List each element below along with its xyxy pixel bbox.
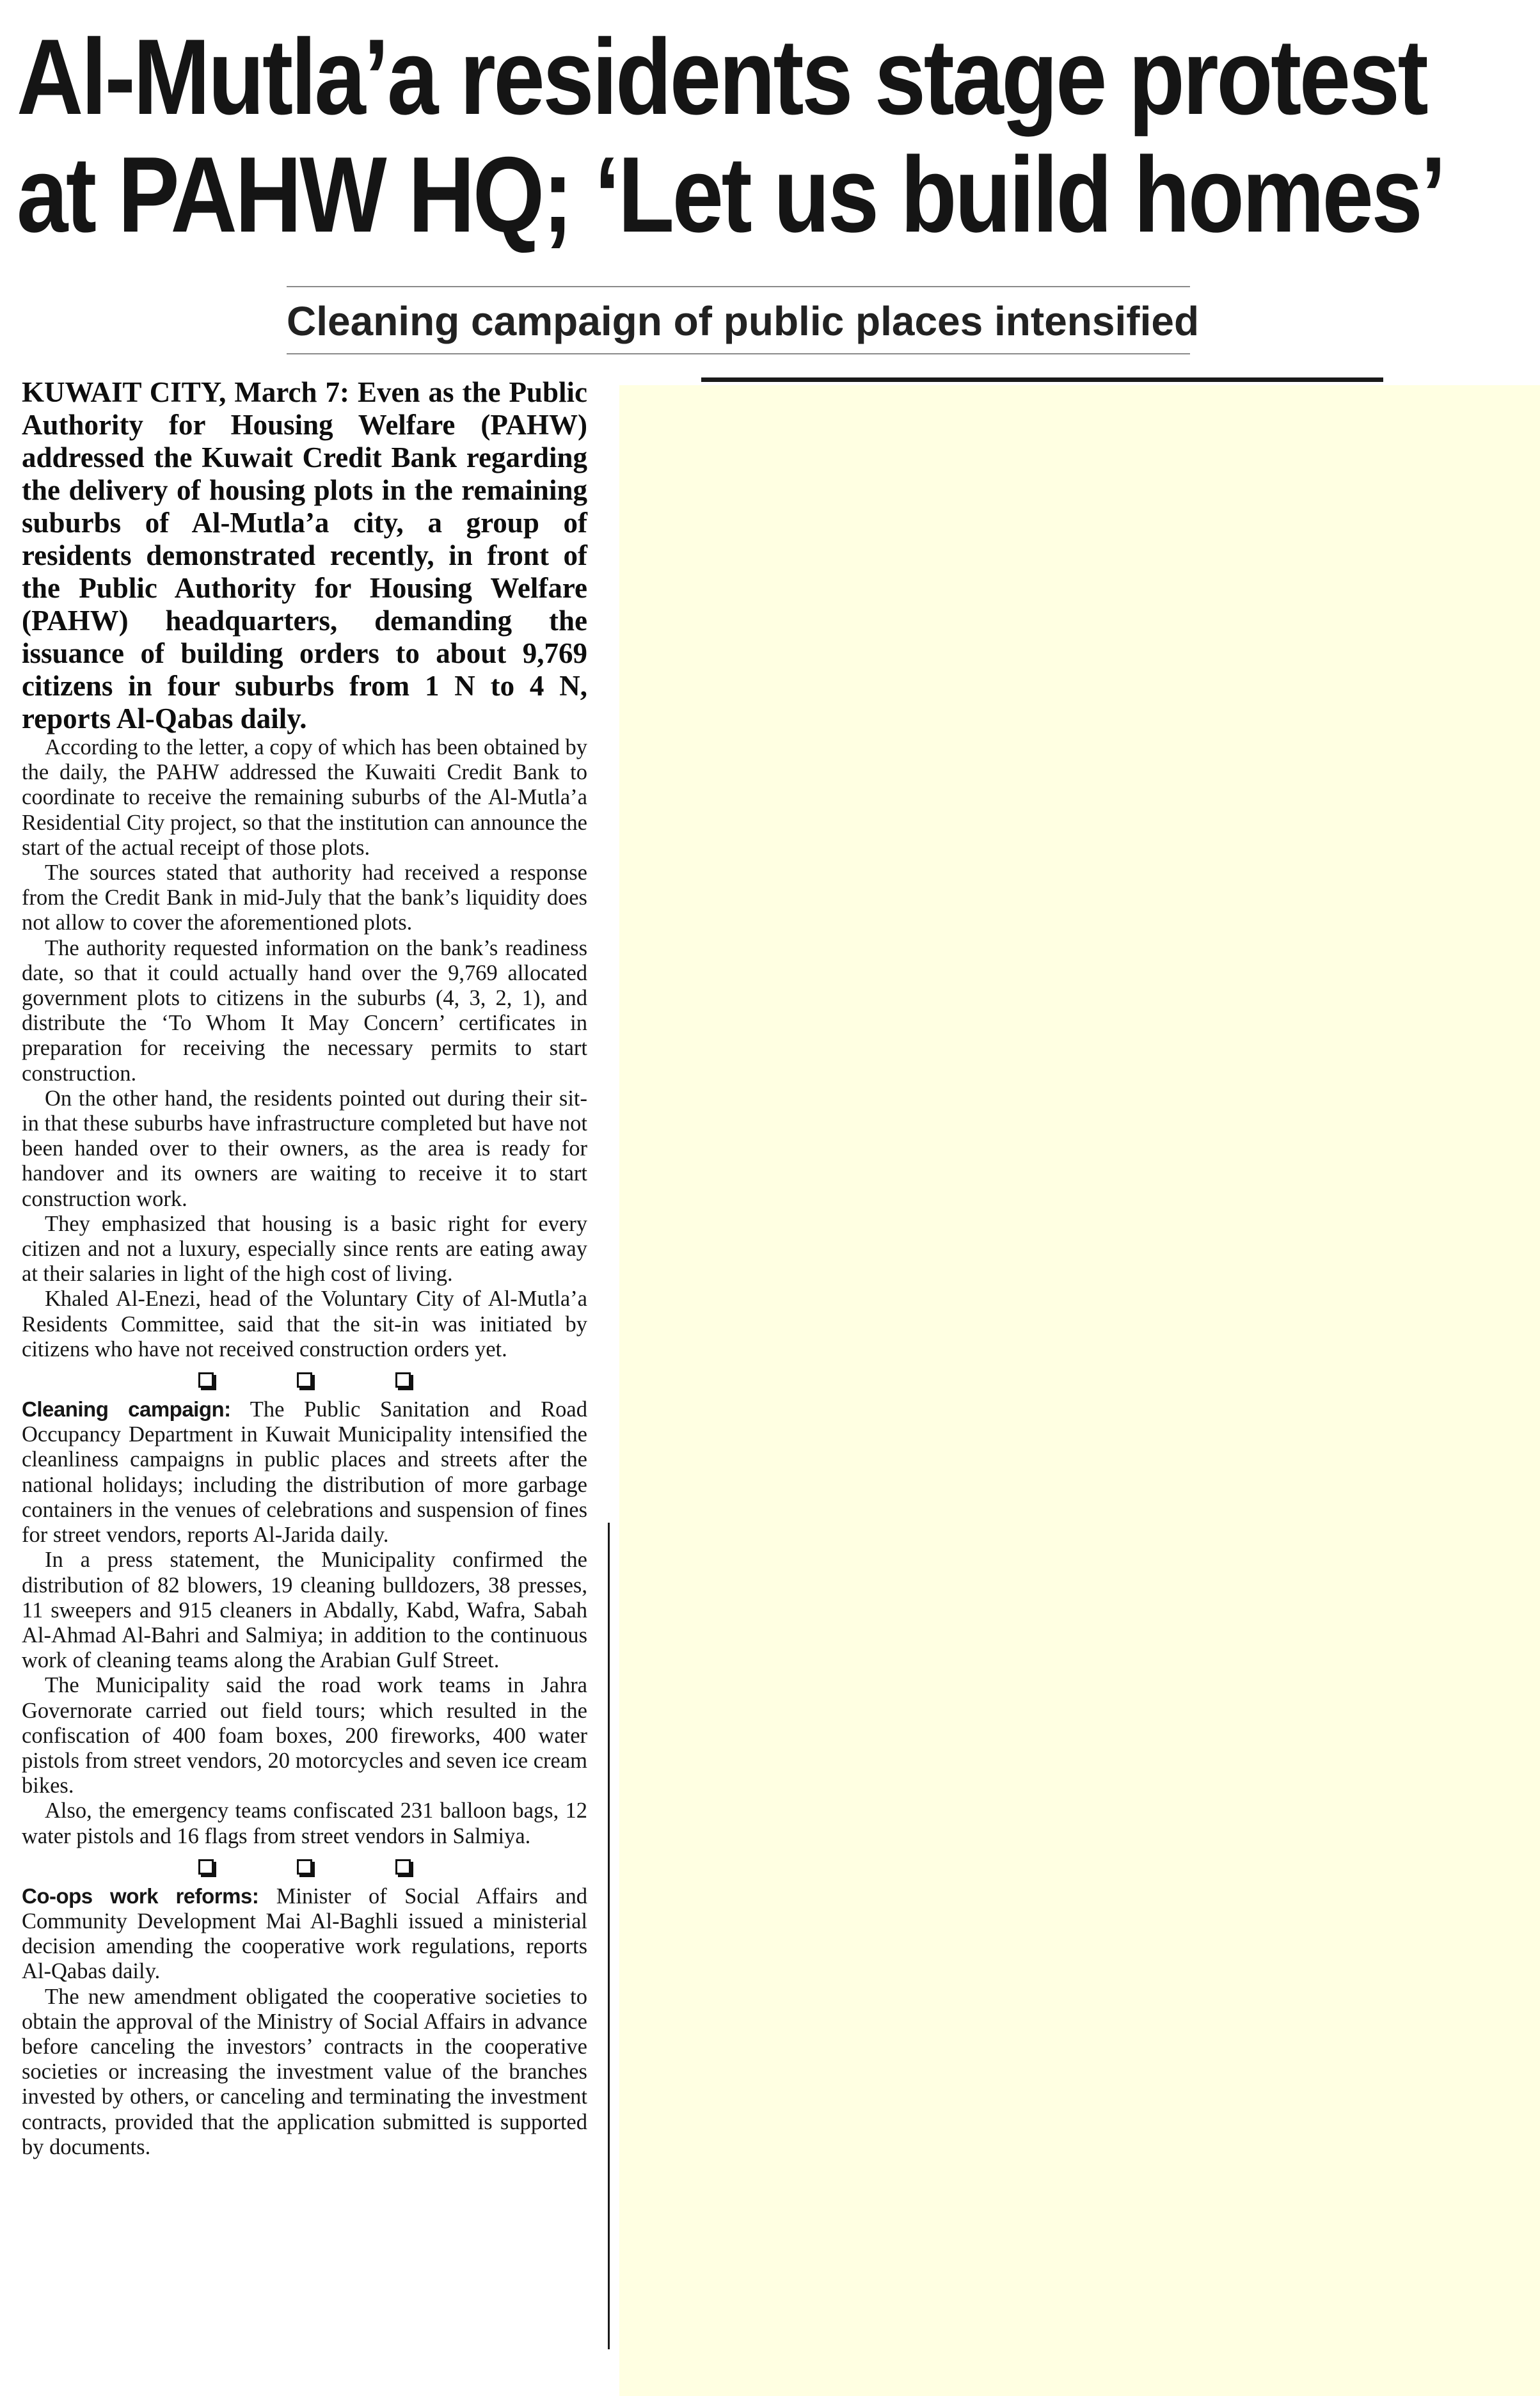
article-column [22, 376, 587, 2160]
subheadline: Cleaning campaign of public places intensified [287, 298, 1200, 344]
body-paragraph: Khaled Al-Enezi, head of the Voluntary City of Al-Mutla’a Residents Committee, said that the sit-in was initiated by citizens who have not received construction orders yet. [22, 1287, 587, 1361]
section-divider [22, 1372, 587, 1388]
cleaning-first-text: The Public Sanitation and Road Occupancy Department in Kuwait Municipality intensified the cleanliness campaigns in public places and streets after the national holidays; including the distribution of more garbage containers in the venues of celebrations and suspension of fines for street vendors, reports Al-Jarida daily. [22, 1397, 587, 1548]
subhead-rule-bottom [287, 353, 1190, 354]
subhead-rule-top [287, 286, 1190, 287]
ballot-box-icon [297, 1372, 312, 1388]
ballot-box-icon [395, 1859, 411, 1875]
advertisement-panel [619, 385, 1540, 2396]
cleaning-first-paragraph [22, 1397, 587, 1548]
coops-kicker: Co-ops work reforms: [22, 1884, 259, 1908]
ballot-box-icon [297, 1859, 312, 1875]
body-paragraph: The authority requested information on the bank’s readiness date, so that it could actually hand over the 9,769 allocated government plots to citizens in the suburbs (4, 3, 2, 1), and distribute the ‘To Whom It May Concern’ certificates in preparation for receiving the necessary permits to start construction. [22, 935, 587, 1086]
coops-first-text: Minister of Social Affairs and Community Development Mai Al-Baghli issued a ministerial decision amending the cooperative work regulations, reports Al-Qabas daily. [22, 1884, 588, 1984]
ballot-box-icon [395, 1372, 411, 1388]
body-paragraph: On the other hand, the residents pointed out during their sit-in that these suburbs have infrastructure completed but have not been handed over to their owners, as the area is ready for handover and its owners are waiting to receive it to start construction work. [22, 1086, 587, 1211]
headline-line-1: Al-Mutla’a residents stage protest [17, 17, 1427, 137]
ad-top-bar [701, 377, 1383, 382]
coops-first-paragraph [22, 1884, 587, 1985]
body-paragraph: In a press statement, the Municipality confirmed the distribution of 82 blowers, 19 cleaning bulldozers, 38 presses, 11 sweepers and 915 cleaners in Abdally, Kabd, Wafra, Sabah Al-Ahmad Al-Bahri and Salmiya; in addition to the continuous work of cleaning teams along the Arabian Gulf Street. [22, 1548, 587, 1673]
cleaning-kicker: Cleaning campaign: [22, 1397, 231, 1422]
body-paragraph: The Municipality said the road work teams in Jahra Governorate carried out field tours; which resulted in the confiscation of 400 foam boxes, 200 fireworks, 400 water pistols from street vendors, 20 motorcycles and seven ice cream bikes. [22, 1673, 587, 1798]
body-paragraph: The sources stated that authority had received a response from the Credit Bank in mid-July that the bank’s liquidity does not allow to cover the aforementioned plots. [22, 861, 587, 935]
body-paragraph: Also, the emergency teams confiscated 231 balloon bags, 12 water pistols and 16 flags from street vendors in Salmiya. [22, 1798, 587, 1848]
column-rule [608, 1523, 610, 2349]
ballot-box-icon [198, 1372, 214, 1388]
ballot-box-icon [198, 1859, 214, 1875]
headline [17, 17, 1445, 255]
body-paragraph: They emphasized that housing is a basic right for every citizen and not a luxury, especially since rents are eating away at their salaries in light of the high cost of living. [22, 1211, 587, 1287]
body-paragraph: The new amendment obligated the cooperative societies to obtain the approval of the Ministry of Social Affairs in advance before canceling the investors’ contracts in the cooperative societies or increasing the investment value of the branches invested by others, or canceling and terminating the investment contracts, provided that the application submitted is supported by documents. [22, 1984, 587, 2159]
headline-line-2: at PAHW HQ; ‘Let us build homes’ [17, 134, 1445, 255]
section-divider [22, 1859, 587, 1875]
lead-paragraph: KUWAIT CITY, March 7: Even as the Public Authority for Housing Welfare (PAHW) addressed the Kuwait Credit Bank regarding the delivery of housing plots in the remaining suburbs of Al-Mutla’a city, a group of residents demonstrated recently, in front of the Public Authority for Housing Welfare (PAHW) headquarters, demanding the issuance of building orders to about 9,769 citizens in four suburbs from 1 N to 4 N, reports Al-Qabas daily. [22, 376, 587, 734]
body-paragraph: According to the letter, a copy of which has been obtained by the daily, the PAHW addressed the Kuwaiti Credit Bank to coordinate to receive the remaining suburbs of the Al-Mutla’a Residential City project, so that the institution can announce the start of the actual receipt of those plots. [22, 735, 587, 860]
